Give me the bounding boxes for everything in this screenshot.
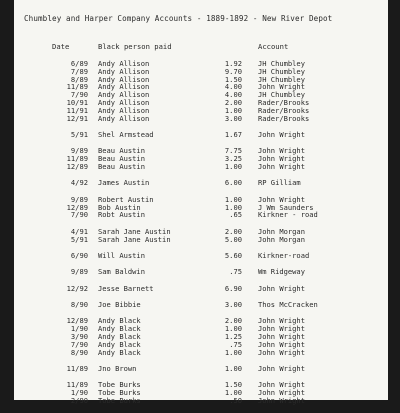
entry-amount: 3.00 bbox=[224, 300, 242, 310]
entry-date: 7/90 bbox=[70, 210, 88, 220]
ledger-row bbox=[14, 236, 388, 244]
entry-name: Jno Brown bbox=[98, 364, 137, 374]
entry-name: Bob Austin bbox=[98, 202, 141, 212]
entry-name: Will Austin bbox=[98, 250, 145, 260]
header-date: Date bbox=[52, 42, 70, 51]
entry-amount: 2.00 bbox=[224, 316, 242, 326]
header-name: Black person paid bbox=[98, 42, 172, 51]
entry-name: Beau Austin bbox=[98, 146, 145, 156]
entry-name: Andy Allison bbox=[98, 90, 150, 100]
entry-date: 11/91 bbox=[66, 105, 88, 115]
entry-name: Sam Baldwin bbox=[98, 267, 145, 277]
entry-amount: 1.00 bbox=[224, 194, 242, 204]
entry-name: Tobe Burks bbox=[98, 388, 141, 398]
entry-amount: 1.00 bbox=[224, 388, 242, 398]
entry-name: Jesse Barnett bbox=[98, 283, 154, 293]
entry-date: 4/91 bbox=[70, 226, 88, 236]
entry-account: John Wright bbox=[258, 146, 305, 156]
entry-amount: 2.00 bbox=[224, 97, 242, 107]
ledger-row bbox=[14, 285, 388, 293]
entry-amount: 1.25 bbox=[224, 332, 242, 342]
entry-account: John Wright bbox=[258, 82, 305, 92]
entry-amount: 1.67 bbox=[224, 129, 242, 139]
ledger-row bbox=[14, 397, 388, 405]
entry-name: Tobe Burks bbox=[98, 380, 141, 390]
entry-name: Andy Allison bbox=[98, 105, 150, 115]
document-page bbox=[14, 0, 388, 406]
ledger-row bbox=[14, 349, 388, 357]
entry-amount: 3.25 bbox=[224, 154, 242, 164]
entry-date: 9/89 bbox=[70, 267, 88, 277]
entry-name: Andy Allison bbox=[98, 66, 150, 76]
entry-name: Beau Austin bbox=[98, 161, 145, 171]
entry-account: John Wright bbox=[258, 129, 305, 139]
entry-name: Robt Austin bbox=[98, 210, 145, 220]
entry-account: Rader/Brooks bbox=[258, 97, 310, 107]
entry-amount: 1.92 bbox=[224, 59, 242, 68]
entry-account: John Wright bbox=[258, 324, 305, 334]
entry-date: 1/90 bbox=[70, 388, 88, 398]
ledger-group bbox=[14, 179, 388, 187]
entry-amount: 4.00 bbox=[224, 90, 242, 100]
entry-amount: 2.00 bbox=[224, 226, 242, 236]
ledger-row bbox=[14, 211, 388, 219]
entry-account: JH Chumbley bbox=[258, 59, 305, 68]
entry-date: 8/90 bbox=[70, 347, 88, 357]
entry-name: Beau Austin bbox=[98, 154, 145, 164]
entry-account: John Wright bbox=[258, 347, 305, 357]
entry-date: 7/90 bbox=[70, 339, 88, 349]
ledger-group bbox=[14, 285, 388, 293]
ledger-group bbox=[14, 131, 388, 139]
entry-account: Kirkner - road bbox=[258, 210, 318, 220]
entry-name: Shel Armstead bbox=[98, 129, 154, 139]
entry-date: 12/89 bbox=[66, 202, 88, 212]
entry-date: 10/91 bbox=[66, 97, 88, 107]
ledger-group bbox=[14, 196, 388, 219]
entry-amount: 1.00 bbox=[224, 364, 242, 374]
entry-account: John Wright bbox=[258, 396, 305, 406]
entry-amount: 3.00 bbox=[224, 113, 242, 123]
entry-account: John Wright bbox=[258, 154, 305, 164]
entry-amount: 1.00 bbox=[224, 324, 242, 334]
entry-date: 6/90 bbox=[70, 250, 88, 260]
ledger-group bbox=[14, 317, 388, 356]
entry-amount: 1.50 bbox=[224, 380, 242, 390]
ledger-row bbox=[14, 131, 388, 139]
entry-account: John Morgan bbox=[258, 226, 305, 236]
entry-date: 4/92 bbox=[70, 178, 88, 188]
entry-amount: 4.00 bbox=[224, 82, 242, 92]
entry-amount: 6.90 bbox=[224, 283, 242, 293]
entry-amount: .75 bbox=[229, 339, 242, 349]
entry-account: JH Chumbley bbox=[258, 66, 305, 76]
entry-account: John Morgan bbox=[258, 234, 305, 244]
entry-name: Tobe Burks bbox=[98, 396, 141, 406]
entry-amount: 9.70 bbox=[224, 66, 242, 76]
entry-name: Andy Black bbox=[98, 316, 141, 326]
entry-date: 6/89 bbox=[70, 59, 88, 68]
document-title: Chumbley and Harper Company Accounts - 1889-1892 - New River Depot bbox=[24, 14, 333, 23]
entry-account: John Wright bbox=[258, 332, 305, 342]
entry-amount: .75 bbox=[229, 267, 242, 277]
entry-name: Andy Allison bbox=[98, 97, 150, 107]
entry-date: 5/91 bbox=[70, 129, 88, 139]
entry-amount: 1.50 bbox=[224, 74, 242, 84]
entry-amount: 6.00 bbox=[224, 178, 242, 188]
ledger-row bbox=[14, 268, 388, 276]
entry-date: 3/90 bbox=[70, 332, 88, 342]
entry-account: Rader/Brooks bbox=[258, 105, 310, 115]
entry-name: Andy Black bbox=[98, 324, 141, 334]
entry-amount: 5.00 bbox=[224, 234, 242, 244]
ledger-group bbox=[14, 147, 388, 170]
entry-date: 12/91 bbox=[66, 113, 88, 123]
entry-account: JH Chumbley bbox=[258, 90, 305, 100]
entry-account: JH Chumbley bbox=[258, 74, 305, 84]
entry-amount: 1.00 bbox=[224, 105, 242, 115]
entry-date: 11/89 bbox=[66, 82, 88, 92]
entry-account: John Wright bbox=[258, 194, 305, 204]
entry-name: Andy Black bbox=[98, 347, 141, 357]
ledger-group bbox=[14, 252, 388, 260]
entry-name: Joe Bibbie bbox=[98, 300, 141, 310]
entry-date: 11/89 bbox=[66, 380, 88, 390]
entry-name: Robert Austin bbox=[98, 194, 154, 204]
entry-date: 8/90 bbox=[70, 300, 88, 310]
entry-account: Thos McCracken bbox=[258, 300, 318, 310]
entry-name: Sarah Jane Austin bbox=[98, 226, 171, 236]
entry-date: 11/89 bbox=[66, 154, 88, 164]
entry-amount: 1.00 bbox=[224, 347, 242, 357]
ledger-row bbox=[14, 365, 388, 373]
entry-account: RP Gilliam bbox=[258, 178, 301, 188]
entry-account: J Wm Saunders bbox=[258, 202, 314, 212]
entry-date: 12/92 bbox=[66, 283, 88, 293]
entry-amount: 1.00 bbox=[224, 202, 242, 212]
entry-date: 7/90 bbox=[70, 90, 88, 100]
entry-date: 9/89 bbox=[70, 194, 88, 204]
entry-name: Andy Black bbox=[98, 339, 141, 349]
entry-name: Andy Black bbox=[98, 332, 141, 342]
entry-account: John Wright bbox=[258, 388, 305, 398]
entry-date: 2/90 bbox=[70, 396, 88, 406]
entry-account: John Wright bbox=[258, 380, 305, 390]
entry-date: 1/90 bbox=[70, 324, 88, 334]
entry-name: Andy Allison bbox=[98, 82, 150, 92]
entry-account: John Wright bbox=[258, 283, 305, 293]
entry-account: John Wright bbox=[258, 316, 305, 326]
header-account: Account bbox=[258, 42, 289, 51]
ledger-group bbox=[14, 381, 388, 404]
entry-account: John Wright bbox=[258, 161, 305, 171]
entry-amount: .50 bbox=[229, 396, 242, 406]
entry-date: 8/89 bbox=[70, 74, 88, 84]
ledger-group bbox=[14, 268, 388, 276]
entry-name: James Austin bbox=[98, 178, 150, 188]
ledger-row bbox=[14, 163, 388, 171]
ledger-group bbox=[14, 301, 388, 309]
entry-account: Kirkner-road bbox=[258, 250, 310, 260]
entry-amount: 7.75 bbox=[224, 146, 242, 156]
entry-amount: .65 bbox=[229, 210, 242, 220]
ledger-group bbox=[14, 60, 388, 122]
entry-account: John Wright bbox=[258, 339, 305, 349]
entry-account: Wm Ridgeway bbox=[258, 267, 305, 277]
entry-date: 9/89 bbox=[70, 146, 88, 156]
entry-date: 12/89 bbox=[66, 316, 88, 326]
entry-amount: 5.60 bbox=[224, 250, 242, 260]
entry-date: 11/89 bbox=[66, 364, 88, 374]
ledger-row bbox=[14, 115, 388, 123]
ledger-row bbox=[14, 252, 388, 260]
entry-amount: 1.00 bbox=[224, 161, 242, 171]
ledger-group bbox=[14, 228, 388, 244]
ledger-rows bbox=[14, 60, 388, 413]
ledger-row bbox=[14, 179, 388, 187]
entry-date: 7/89 bbox=[70, 66, 88, 76]
entry-date: 12/89 bbox=[66, 161, 88, 171]
entry-account: John Wright bbox=[258, 364, 305, 374]
entry-date: 5/91 bbox=[70, 234, 88, 244]
entry-account: Rader/Brooks bbox=[258, 113, 310, 123]
ledger-row bbox=[14, 301, 388, 309]
entry-name: Andy Allison bbox=[98, 74, 150, 84]
entry-name: Andy Allison bbox=[98, 59, 150, 68]
ledger-group bbox=[14, 365, 388, 373]
entry-name: Sarah Jane Austin bbox=[98, 234, 171, 244]
entry-name: Andy Allison bbox=[98, 113, 150, 123]
